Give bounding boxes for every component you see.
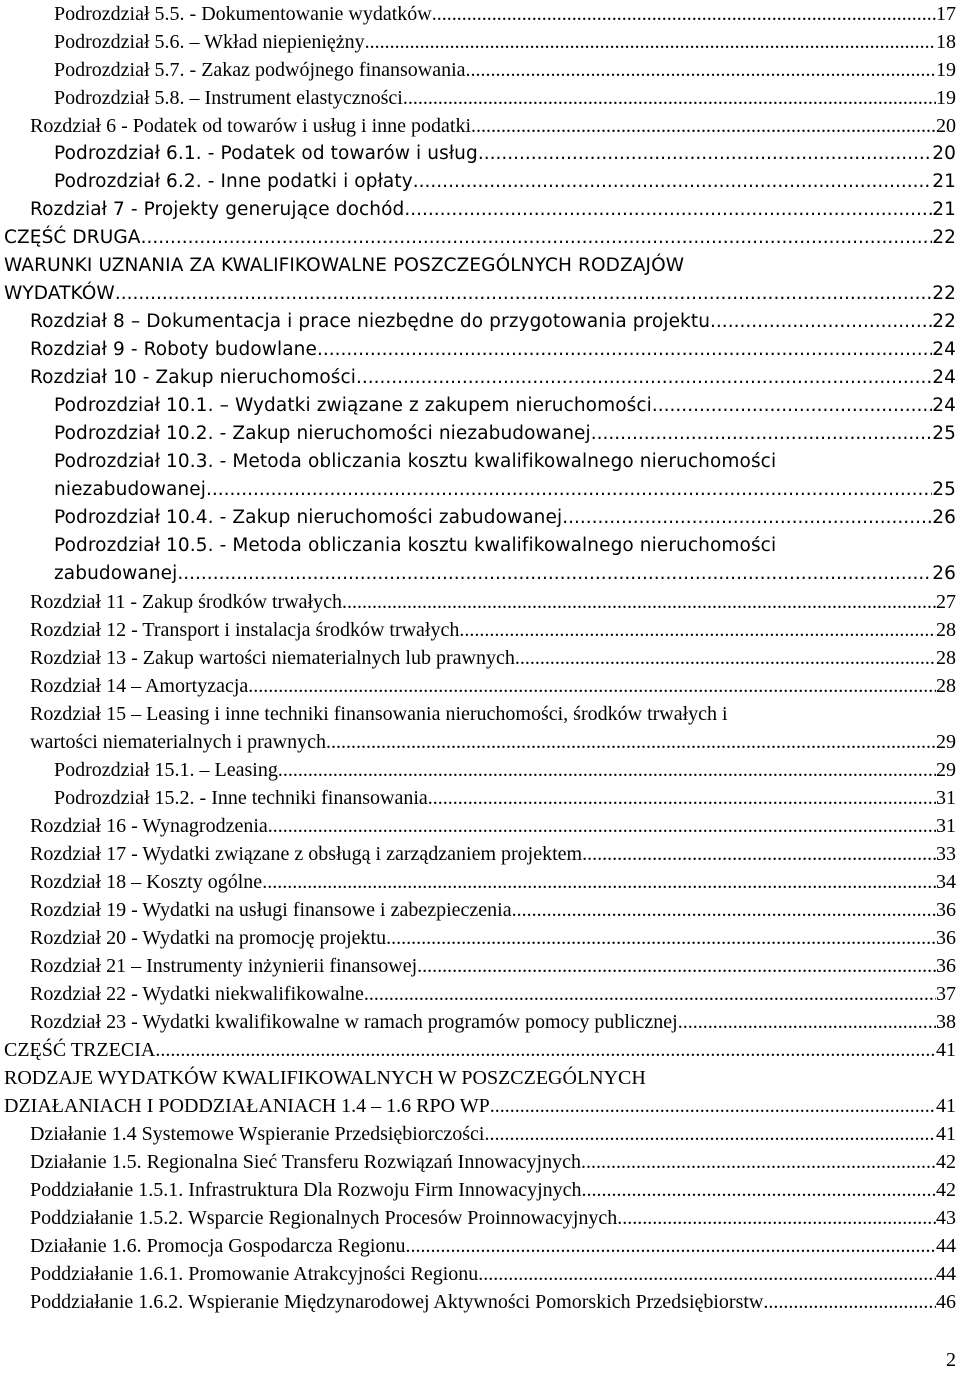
toc-dot-leader	[478, 1260, 936, 1288]
toc-dot-leader	[326, 728, 936, 756]
toc-entry-title: Rozdział 16 - Wynagrodzenia	[30, 815, 268, 837]
toc-dot-leader	[268, 812, 936, 840]
toc-page-number: 36	[936, 927, 956, 949]
toc-entry-title: Rozdział 10 - Zakup nieruchomości	[30, 367, 356, 388]
toc-page-number: 44	[936, 1235, 956, 1257]
toc-dot-leader	[365, 28, 936, 56]
toc-entry-title: CZĘŚĆ DRUGA	[4, 227, 141, 248]
toc-entry-title: Podrozdział 10.1. – Wydatki związane z zakupem nieruchomości	[54, 395, 652, 416]
toc-page-number: 41	[936, 1095, 956, 1117]
toc-dot-leader	[317, 336, 932, 364]
toc-dot-leader	[432, 0, 936, 28]
toc-dot-leader	[515, 644, 936, 672]
toc-entry[interactable]	[30, 1260, 956, 1288]
toc-entry-title: Poddziałanie 1.6.1. Promowanie Atrakcyjności Regionu	[30, 1263, 479, 1285]
toc-entry-title: Rozdział 22 - Wydatki niekwalifikowalne	[30, 983, 364, 1005]
toc-entry[interactable]	[4, 1092, 956, 1120]
toc-entry-title: Poddziałanie 1.5.1. Infrastruktura Dla Rozwoju Firm Innowacyjnych	[30, 1179, 582, 1201]
toc-entry[interactable]	[54, 784, 956, 812]
toc-entry-title: DZIAŁANIACH I PODDZIAŁANIACH 1.4 – 1.6 RPO WP	[4, 1095, 490, 1117]
toc-entry[interactable]	[30, 840, 956, 868]
toc-dot-leader	[141, 224, 933, 252]
toc-entry-line1	[30, 700, 956, 728]
toc-page-number: 43	[936, 1207, 956, 1229]
toc-page-number: 18	[936, 31, 956, 53]
toc-entry-title-part1: Podrozdział 10.3. - Metoda obliczania kosztu kwalifikowalnego nieruchomości	[54, 451, 777, 472]
toc-entry[interactable]	[30, 1008, 956, 1036]
toc-page-number: 17	[936, 3, 956, 25]
toc-entry[interactable]	[30, 728, 956, 756]
toc-entry-title: Rozdział 17 - Wydatki związane z obsługą i zarządzaniem projektem	[30, 843, 583, 865]
toc-entry-title: Rozdział 13 - Zakup wartości niematerialnych lub prawnych	[30, 647, 515, 669]
toc-dot-leader	[763, 1288, 936, 1316]
toc-entry-title: Rozdział 14 – Amortyzacja	[30, 675, 249, 697]
toc-page-number: 33	[936, 843, 956, 865]
toc-page-number: 42	[936, 1179, 956, 1201]
toc-page-number: 36	[936, 955, 956, 977]
toc-entry-title: Podrozdział 5.7. - Zakaz podwójnego finansowania	[54, 59, 466, 81]
toc-entry-title: Rozdział 18 – Koszty ogólne	[30, 871, 263, 893]
toc-dot-leader	[417, 952, 936, 980]
toc-page-number: 22	[932, 311, 956, 332]
toc-dot-leader	[484, 1120, 936, 1148]
toc-entry-title: Rozdział 23 - Wydatki kwalifikowalne w ramach programów pomocy publicznej	[30, 1011, 678, 1033]
toc-entry[interactable]	[30, 616, 956, 644]
toc-entry[interactable]	[54, 560, 956, 588]
toc-entry-title-part1: Podrozdział 10.5. - Metoda obliczania kosztu kwalifikowalnego nieruchomości	[54, 535, 777, 556]
toc-page-number: 28	[936, 619, 956, 641]
toc-dot-leader	[582, 840, 936, 868]
toc-dot-leader	[386, 924, 936, 952]
toc-dot-leader	[248, 672, 936, 700]
toc-page-number: 25	[932, 423, 956, 444]
toc-page-number: 27	[936, 591, 956, 613]
toc-entry[interactable]	[30, 336, 956, 364]
toc-page-number: 44	[936, 1263, 956, 1285]
toc-entry-title-part1: RODZAJE WYDATKÓW KWALIFIKOWALNYCH W POSZCZEGÓLNYCH	[4, 1067, 646, 1089]
toc-entry-title: Podrozdział 15.1. – Leasing	[54, 759, 278, 781]
toc-dot-leader	[471, 112, 936, 140]
toc-page-number: 24	[932, 339, 956, 360]
toc-entry-title: Rozdział 11 - Zakup środków trwałych	[30, 591, 342, 613]
toc-page-number: 29	[936, 759, 956, 781]
toc-entry-title: Rozdział 20 - Wydatki na promocję projektu	[30, 927, 387, 949]
toc-dot-leader	[678, 1008, 936, 1036]
toc-dot-leader	[155, 1036, 936, 1064]
toc-entry[interactable]	[54, 0, 956, 28]
toc-dot-leader	[652, 392, 932, 420]
toc-entry[interactable]	[54, 28, 956, 56]
toc-entry[interactable]	[4, 1036, 956, 1064]
toc-page-number: 26	[932, 563, 956, 584]
toc-dot-leader	[364, 980, 936, 1008]
toc-entry-title: Działanie 1.6. Promocja Gospodarcza Regionu	[30, 1235, 406, 1257]
toc-entry-title: Rozdział 7 - Projekty generujące dochód	[30, 199, 405, 220]
toc-entry[interactable]	[54, 756, 956, 784]
toc-entry[interactable]	[30, 1232, 956, 1260]
toc-entry[interactable]	[54, 476, 956, 504]
toc-entry[interactable]	[54, 140, 956, 168]
toc-entry[interactable]	[54, 168, 956, 196]
toc-page-number: 38	[936, 1011, 956, 1033]
toc-entry[interactable]	[30, 924, 956, 952]
toc-entry-title: zabudowanej	[54, 563, 178, 584]
toc-entry-title: Działanie 1.5. Regionalna Sieć Transferu Rozwiązań Innowacyjnych	[30, 1151, 581, 1173]
toc-page-number: 42	[936, 1151, 956, 1173]
toc-entry[interactable]	[30, 644, 956, 672]
toc-entry-line1	[4, 252, 956, 280]
toc-page-number: 41	[936, 1123, 956, 1145]
toc-dot-leader	[206, 476, 932, 504]
toc-entry-title: Rozdział 19 - Wydatki na usługi finansowe i zabezpieczenia	[30, 899, 512, 921]
toc-entry[interactable]	[30, 868, 956, 896]
toc-entry-title: Podrozdział 5.6. – Wkład niepieniężny	[54, 31, 365, 53]
toc-page-number: 22	[932, 283, 956, 304]
toc-entry-title: Podrozdział 6.2. - Inne podatki i opłaty	[54, 171, 413, 192]
toc-entry[interactable]	[30, 588, 956, 616]
toc-page-number: 31	[936, 815, 956, 837]
toc-dot-leader	[405, 1232, 936, 1260]
toc-page-number: 21	[932, 171, 956, 192]
toc-entry[interactable]	[4, 224, 956, 252]
toc-dot-leader	[356, 364, 932, 392]
toc-dot-leader	[710, 308, 932, 336]
toc-page-number: 20	[936, 115, 956, 137]
toc-page-number: 19	[936, 59, 956, 81]
toc-entry-title-part1: Rozdział 15 – Leasing i inne techniki finansowania nieruchomości, środków trwałych i	[30, 703, 728, 725]
toc-entry-title: Podrozdział 10.4. - Zakup nieruchomości zabudowanej	[54, 507, 563, 528]
toc-entry-title: WYDATKÓW	[4, 283, 115, 304]
toc-dot-leader	[562, 504, 932, 532]
toc-entry[interactable]	[4, 280, 956, 308]
toc-page-number: 34	[936, 871, 956, 893]
toc-entry-title: Rozdział 8 – Dokumentacja i prace niezbędne do przygotowania projektu	[30, 311, 711, 332]
toc-page-number: 28	[936, 647, 956, 669]
toc-entry-title: Podrozdział 10.2. - Zakup nieruchomości niezabudowanej	[54, 423, 591, 444]
toc-entry[interactable]	[30, 812, 956, 840]
toc-entry[interactable]	[30, 364, 956, 392]
toc-entry-title: Poddziałanie 1.6.2. Wspieranie Międzynarodowej Aktywności Pomorskich Przedsiębiorstw	[30, 1291, 764, 1313]
toc-page-number: 22	[932, 227, 956, 248]
toc-dot-leader	[115, 280, 932, 308]
toc-entry-line1	[54, 448, 956, 476]
toc-entry-title: Rozdział 21 – Instrumenty inżynierii finansowej	[30, 955, 418, 977]
toc-page-number: 26	[932, 507, 956, 528]
toc-entry[interactable]	[30, 980, 956, 1008]
toc-entry-title: Działanie 1.4 Systemowe Wspieranie Przedsiębiorczości	[30, 1123, 485, 1145]
toc-dot-leader	[342, 588, 936, 616]
toc-dot-leader	[428, 784, 936, 812]
toc-dot-leader	[459, 616, 936, 644]
toc-dot-leader	[478, 140, 932, 168]
toc-entry-title: Rozdział 6 - Podatek od towarów i usług i inne podatki	[30, 115, 472, 137]
toc-entry-title: Podrozdział 5.8. – Instrument elastyczności	[54, 87, 403, 109]
toc-entry-title: wartości niematerialnych i prawnych	[30, 731, 326, 753]
toc-dot-leader	[581, 1148, 936, 1176]
toc-entry[interactable]	[54, 84, 956, 112]
toc-page-number: 31	[936, 787, 956, 809]
toc-entry-title: Podrozdział 6.1. - Podatek od towarów i usług	[54, 143, 478, 164]
toc-page-number: 37	[936, 983, 956, 1005]
toc-page-number: 20	[932, 143, 956, 164]
toc-entry-title-part1: WARUNKI UZNANIA ZA KWALIFIKOWALNE POSZCZEGÓLNYCH RODZAJÓW	[4, 255, 685, 276]
toc-page-number: 29	[936, 731, 956, 753]
toc-entry[interactable]	[30, 1204, 956, 1232]
toc-page-number: 24	[932, 395, 956, 416]
toc-page-number: 36	[936, 899, 956, 921]
toc-entry[interactable]	[30, 1120, 956, 1148]
toc-entry[interactable]	[30, 308, 956, 336]
toc-dot-leader	[413, 168, 932, 196]
toc-entry-title: Rozdział 9 - Roboty budowlane	[30, 339, 317, 360]
toc-dot-leader	[403, 84, 936, 112]
toc-entry-line1	[54, 532, 956, 560]
toc-entry-title: Podrozdział 5.5. - Dokumentowanie wydatków	[54, 3, 432, 25]
toc-dot-leader	[404, 196, 932, 224]
toc-dot-leader	[512, 896, 936, 924]
toc-dot-leader	[262, 868, 936, 896]
toc-entry[interactable]	[30, 196, 956, 224]
toc-dot-leader	[490, 1092, 936, 1120]
toc-dot-leader	[582, 1176, 936, 1204]
toc-entry[interactable]	[30, 1176, 956, 1204]
toc-page-number: 19	[936, 87, 956, 109]
toc-dot-leader	[466, 56, 936, 84]
toc-page-number: 25	[932, 479, 956, 500]
toc-entry[interactable]	[30, 112, 956, 140]
toc-entry[interactable]	[54, 392, 956, 420]
toc-entry-title: Podrozdział 15.2. - Inne techniki finansowania	[54, 787, 428, 809]
toc-entry[interactable]	[30, 672, 956, 700]
toc-entry-title: Rozdział 12 - Transport i instalacja środków trwałych	[30, 619, 460, 641]
toc-page-number: 24	[932, 367, 956, 388]
toc-page-number: 41	[936, 1039, 956, 1061]
toc-entry[interactable]	[54, 504, 956, 532]
toc-entry-title: niezabudowanej	[54, 479, 206, 500]
toc-page-number: 28	[936, 675, 956, 697]
toc-entry-title: Poddziałanie 1.5.2. Wsparcie Regionalnych Procesów Proinnowacyjnych	[30, 1207, 618, 1229]
toc-entry[interactable]	[30, 1288, 956, 1316]
toc-dot-leader	[591, 420, 932, 448]
toc-dot-leader	[177, 560, 932, 588]
toc-entry[interactable]	[54, 420, 956, 448]
toc-entry-line1	[4, 1064, 956, 1092]
toc-entry[interactable]	[54, 56, 956, 84]
toc-dot-leader	[278, 756, 936, 784]
toc-page-number: 46	[936, 1291, 956, 1313]
toc-dot-leader	[617, 1204, 936, 1232]
page-number: 2	[946, 1349, 956, 1371]
toc-entry[interactable]	[30, 952, 956, 980]
toc-entry[interactable]	[30, 1148, 956, 1176]
toc-page-number: 21	[932, 199, 956, 220]
toc-entry[interactable]	[30, 896, 956, 924]
toc-entry-title: CZĘŚĆ TRZECIA	[4, 1039, 156, 1061]
